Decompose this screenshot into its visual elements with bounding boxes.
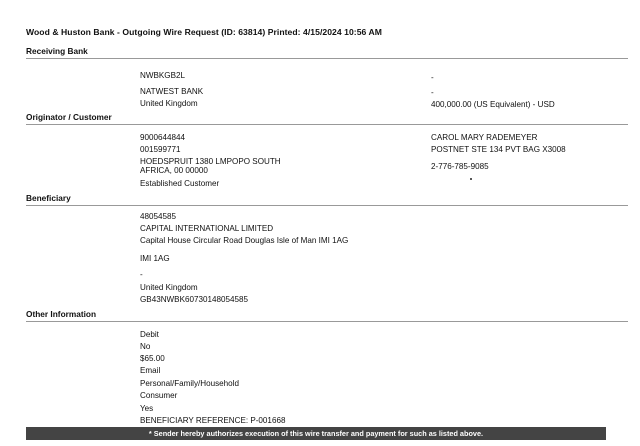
field-value-line-1: HOEDSPRUIT 1380 LMPOPO SOUTH xyxy=(140,157,281,166)
field-value: BENEFICIARY REFERENCE: P-001668 xyxy=(140,416,286,425)
field-value-line-2: AFRICA, 00 00000 xyxy=(140,166,208,175)
field-value: CAPITAL INTERNATIONAL LIMITED xyxy=(140,224,274,233)
document-title: Wood & Huston Bank - Outgoing Wire Request (ID: 63814) Printed: 4/15/2024 10:56 AM xyxy=(26,27,382,37)
field-value: Debit xyxy=(140,330,159,339)
field-value: 400,000.00 (US Equivalent) - USD xyxy=(431,100,555,109)
field-value: No xyxy=(140,342,151,351)
section-header-receiving-bank: Receiving Bank xyxy=(26,46,628,59)
section-header-beneficiary: Beneficiary xyxy=(26,193,628,206)
field-value: POSTNET STE 134 PVT BAG X3008 xyxy=(431,145,566,154)
field-value: - xyxy=(431,88,434,97)
field-value: 001599771 xyxy=(140,145,181,154)
field-value: 9000644844 xyxy=(140,133,186,142)
field-value: NWBKGB2L xyxy=(140,71,185,80)
field-value: IMI 1AG xyxy=(140,254,170,263)
field-value: - xyxy=(140,270,143,279)
field-value: $65.00 xyxy=(140,354,165,363)
stray-mark xyxy=(470,178,472,180)
section-header-other-information: Other Information xyxy=(26,309,628,322)
field-value: United Kingdom xyxy=(140,99,198,108)
field-value: CAROL MARY RADEMEYER xyxy=(431,133,538,142)
field-value: 48054585 xyxy=(140,212,177,221)
field-value: Established Customer xyxy=(140,179,220,188)
field-value: Email xyxy=(140,366,161,375)
field-value: 2-776-785-9085 xyxy=(431,162,489,171)
field-value: - xyxy=(431,73,434,82)
section-header-originator: Originator / Customer xyxy=(26,112,628,125)
field-value: Personal/Family/Household xyxy=(140,379,239,388)
field-value: GB43NWBK60730148054585 xyxy=(140,295,248,304)
field-value: Yes xyxy=(140,404,154,413)
authorization-footer: * Sender hereby authorizes execution of this wire transfer and payment for such as listed above. xyxy=(26,427,606,440)
field-value: NATWEST BANK xyxy=(140,87,204,96)
field-value: United Kingdom xyxy=(140,283,198,292)
field-value: Consumer xyxy=(140,391,178,400)
field-value: Capital House Circular Road Douglas Isle of Man IMI 1AG xyxy=(140,236,349,245)
